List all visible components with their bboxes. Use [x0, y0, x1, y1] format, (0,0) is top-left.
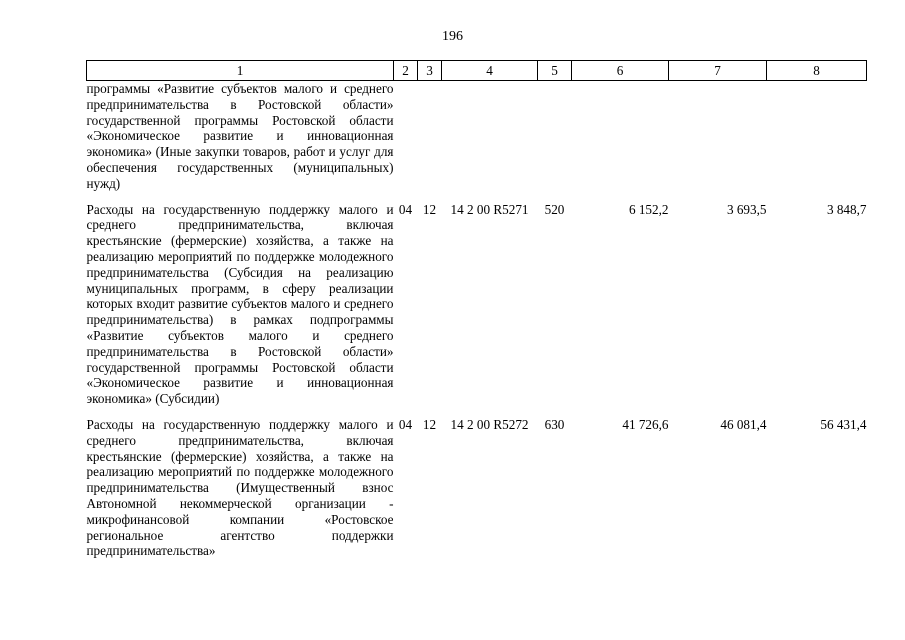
header-col-6: 6 — [572, 61, 669, 81]
table-row — [87, 202, 867, 407]
row-description: программы «Развитие субъектов малого и среднего предпринимательства в Ростовской области» государственной программы Ростовской области «Экономическое развитие и инновационная экономика» (Иные закупки товаров, работ и услуг для обеспечения государственных (муниципальных) нужд) — [86, 81, 394, 191]
row-amount-year-1: 41 726,6 — [622, 416, 669, 432]
row-amount-year-2: 46 081,4 — [720, 416, 767, 432]
row-amount-year-2 — [669, 81, 767, 192]
row-spacer — [87, 192, 867, 202]
header-col-4: 4 — [442, 61, 538, 81]
row-description: Расходы на государственную поддержку малого и среднего предпринимательства, включая крестьянские (фермерские) хозяйства, а также на реализацию мероприятий по поддержке молодежного предпринимательства (Имущественный взнос Автономной некоммерческой организации - микрофинансовой компании «Ростовское региональное агентство поддержки предпринимательства» — [86, 416, 394, 559]
row-amount-year-2: 3 693,5 — [726, 201, 767, 217]
row-amount-year-3 — [767, 81, 867, 192]
page-number: 196 — [442, 29, 463, 44]
row-amount-year-1 — [572, 81, 669, 192]
row-section-code — [394, 81, 418, 192]
row-target-article: 14 2 00 R5272 — [450, 416, 529, 432]
row-spacer — [87, 407, 867, 417]
row-expense-type — [538, 81, 572, 192]
table-header — [87, 61, 867, 81]
row-amount-year-1: 6 152,2 — [628, 201, 669, 217]
row-target-article — [442, 81, 538, 192]
header-col-2: 2 — [394, 61, 418, 81]
header-row — [87, 61, 867, 81]
budget-table — [86, 60, 867, 559]
row-expense-type: 520 — [544, 201, 565, 217]
row-subsection-code: 12 — [422, 416, 437, 432]
header-col-3: 3 — [418, 61, 442, 81]
header-col-8: 8 — [767, 61, 867, 81]
row-amount-year-3: 56 431,4 — [820, 416, 867, 432]
table-row — [87, 417, 867, 559]
table-row — [87, 81, 867, 192]
row-amount-year-3: 3 848,7 — [826, 201, 867, 217]
row-section-code: 04 — [398, 416, 413, 432]
header-col-7: 7 — [669, 61, 767, 81]
header-col-1: 1 — [87, 61, 394, 81]
row-target-article: 14 2 00 R5271 — [450, 201, 529, 217]
row-section-code: 04 — [398, 201, 413, 217]
row-subsection-code — [418, 81, 442, 192]
header-col-5: 5 — [538, 61, 572, 81]
row-subsection-code: 12 — [422, 201, 437, 217]
row-expense-type: 630 — [544, 416, 565, 432]
row-description: Расходы на государственную поддержку малого и среднего предпринимательства, включая крестьянские (фермерские) хозяйства, а также на реализацию мероприятий по поддержке молодежного предпринимательства (Субсидия на реализацию муниципальных программ, в сферу реализации которых входит развитие субъектов малого и среднего предпринимательства) в рамках подпрограммы «Развитие субъектов малого и среднего предпринимательства в Ростовской области» государственной программы Ростовской области «Экономическое развитие и инновационная экономика» (Субсидии) — [86, 201, 394, 407]
table-body — [87, 81, 867, 560]
